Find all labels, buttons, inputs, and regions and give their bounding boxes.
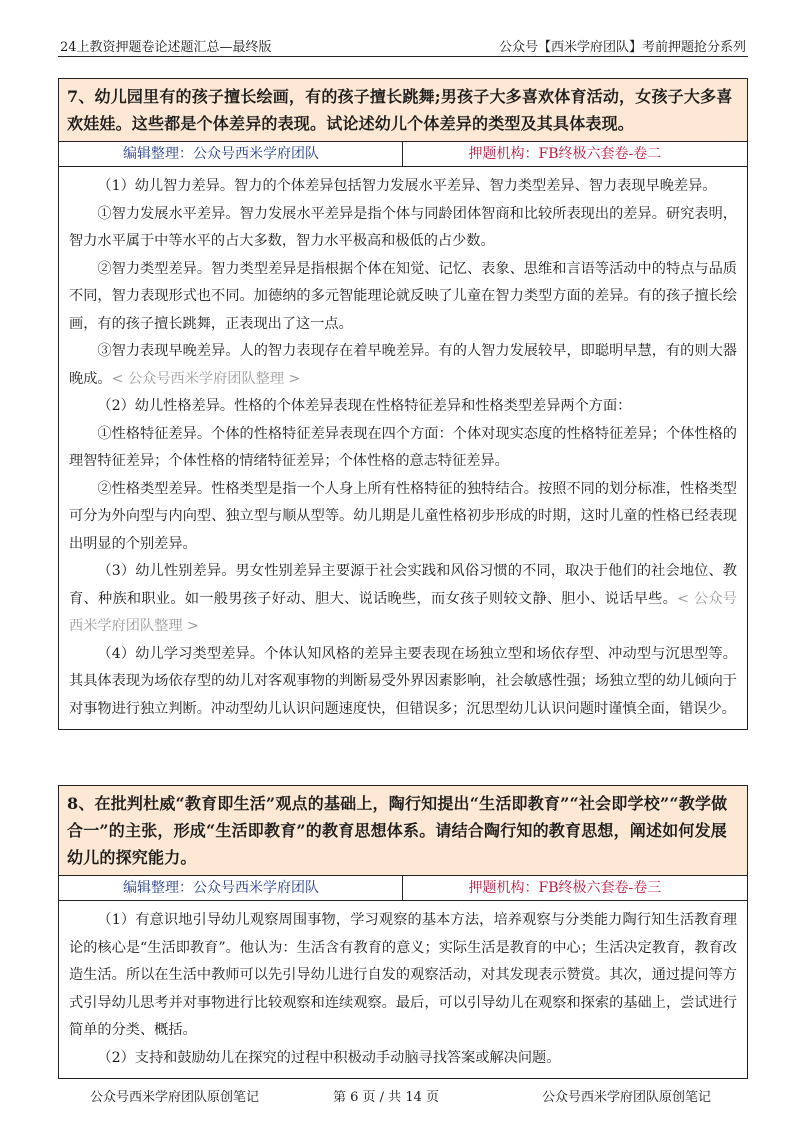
header-right-text: 公众号【西米学府团队】考前押题抢分系列: [498, 40, 746, 55]
footer-left-text: 公众号西米学府团队原创笔记: [90, 1090, 260, 1105]
question-box-7: [58, 78, 748, 730]
question-box-8: [58, 785, 748, 1079]
answer-paragraph: ②性格类型差异。性格类型是指一个人身上所有性格特征的独特结合。按照不同的划分标准，性格类型可分为外向型与内向型、独立型与顺从型等。幼儿期是儿童性格初步形成的时期，这时儿童的性格已经表现出明显的个别差异。: [69, 480, 737, 552]
answer-paragraph: ②智力类型差异。智力类型差异是指根据个体在知觉、记忆、表象、思维和言语等活动中的特点与品质不同，智力表现形式也不同。加德纳的多元智能理论就反映了儿童在智力类型方面的差异。有的孩子擅长绘画，有的孩子擅长跳舞，正表现出了这一点。: [69, 260, 737, 332]
page-number: 第 6 页 / 共 14 页: [333, 1090, 439, 1105]
meta-row: [59, 875, 747, 901]
source-label: 押题机构：FB终极六套卷-卷二: [468, 146, 662, 162]
answer-body: [59, 167, 747, 729]
answer-paragraph: （3）幼儿性别差异。男女性别差异主要源于社会实践和风俗习惯的不同，取决于他们的社会地位、教育、种族和职业。如一般男孩子好动、胆大、说话晚些，而女孩子则较文静、胆小、说话早些。< 公众号西米学府团队整理 >: [69, 563, 737, 634]
editor-label: 编辑整理：公众号西米学府团队: [59, 876, 403, 900]
source-label: 押题机构：FB终极六套卷-卷三: [468, 880, 662, 896]
header-left-text: 24上教资押题卷论述题汇总—最终版: [60, 40, 272, 55]
inline-watermark: < 公众号西米学府团队整理 >: [111, 370, 301, 387]
answer-paragraph: ①智力发展水平差异。智力发展水平差异是指个体与同龄团体智商和比较所表现出的差异。研究表明，智力水平属于中等水平的占大多数，智力水平极高和极低的占少数。: [69, 205, 737, 249]
answer-body: [59, 901, 747, 1078]
question-title: 8、在批判杜威“教育即生活”观点的基础上，陶行知提出“生活即教育”“社会即学校”“教学做合一”的主张，形成“生活即教育”的教育思想体系。请结合陶行知的教育思想，阐述如何发展幼儿的探究能力。: [59, 786, 747, 875]
answer-paragraph: （1）幼儿智力差异。智力的个体差异包括智力发展水平差异、智力类型差异、智力表现早晚差异。: [97, 178, 717, 194]
answer-paragraph: ①性格特征差异。个体的性格特征差异表现在四个方面：个体对现实态度的性格特征差异；个体性格的理智特征差异；个体性格的情绪特征差异；个体性格的意志特征差异。: [69, 425, 737, 469]
question-title: 7、幼儿园里有的孩子擅长绘画，有的孩子擅长跳舞;男孩子大多喜欢体育活动，女孩子大多喜欢娃娃。这些都是个体差异的表现。试论述幼儿个体差异的类型及其具体表现。: [59, 79, 747, 141]
footer-right-text: 公众号西米学府团队原创笔记: [542, 1090, 712, 1105]
answer-paragraph: （2）支持和鼓励幼儿在探究的过程中积极动手动脑寻找答案或解决问题。: [97, 1049, 561, 1066]
meta-row: [59, 141, 747, 167]
answer-paragraph: （4）幼儿学习类型差异。个体认知风格的差异主要表现在场独立型和场依存型、冲动型与沉思型等。其具体表现为场依存型的幼儿对客观事物的判断易受外界因素影响，社会敏感性强；场独立型的幼儿倾向于对事物进行独立判断。冲动型幼儿认识问题速度快，但错误多；沉思型幼儿认识问题时谨慎全面，错误少。: [69, 645, 737, 717]
page-header: [58, 34, 748, 57]
editor-label: 编辑整理：公众号西米学府团队: [59, 142, 403, 166]
answer-paragraph: （2）幼儿性格差异。性格的个体差异表现在性格特征差异和性格类型差异两个方面：: [97, 398, 632, 414]
answer-paragraph: （1）有意识地引导幼儿观察周围事物，学习观察的基本方法，培养观察与分类能力陶行知生活教育理论的核心是“生活即教育”。他认为：生活含有教育的意义；实际生活是教育的中心；生活决定教育，教育改造生活。所以在生活中教师可以先引导幼儿进行自发的观察活动，对其发现表示赞赏。其次，通过提问等方式引导幼儿思考并对事物进行比较观察和连续观察。最后，可以引导幼儿在观察和探索的基础上，尝试进行简单的分类、概括。: [69, 912, 737, 1038]
answer-paragraph: ③智力表现早晚差异。人的智力表现存在着早晚差异。有的人智力发展较早，即聪明早慧，有的则大器晚成。< 公众号西米学府团队整理 >: [69, 343, 737, 387]
inline-watermark: < 公众号西米学府团队整理 >: [69, 590, 737, 634]
